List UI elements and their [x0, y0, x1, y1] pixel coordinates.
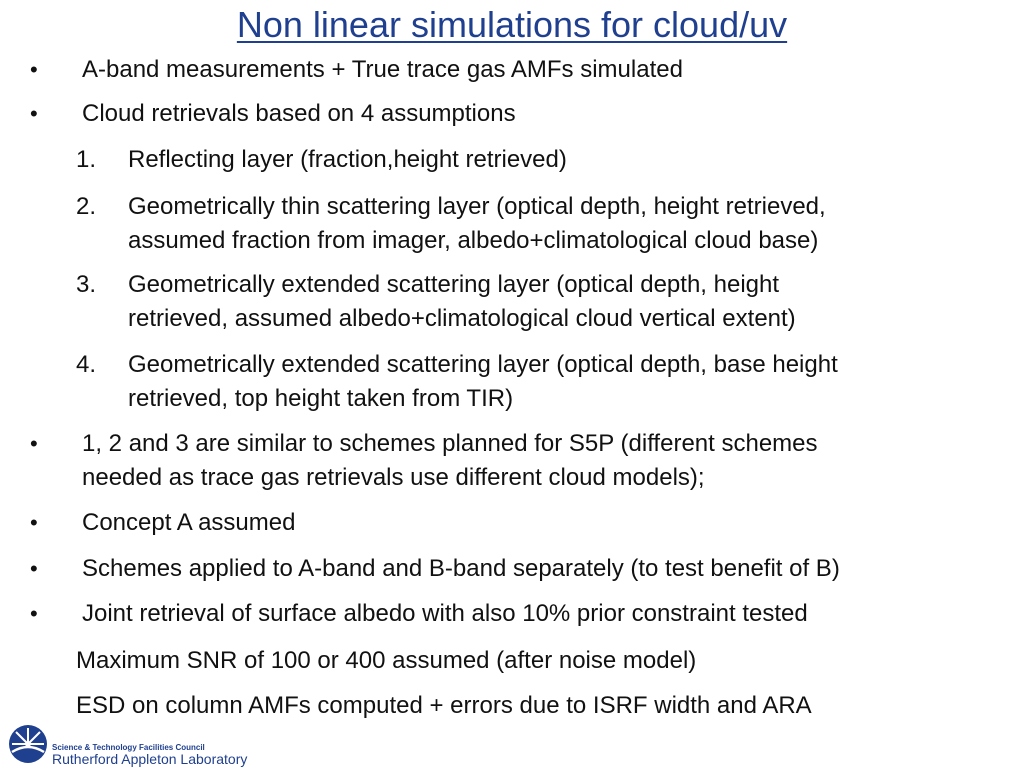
- list-item-text: Geometrically thin scattering layer (optical depth, height retrieved,: [128, 193, 826, 220]
- list-number: 2.: [76, 193, 97, 220]
- list-number: 3.: [76, 271, 97, 298]
- list-item-text: Geometrically extended scattering layer (optical depth, height: [128, 271, 780, 298]
- list-number: 1.: [76, 146, 97, 173]
- logo-lab-text: Rutherford Appleton Laboratory: [52, 751, 248, 767]
- paragraph-text: Maximum SNR of 100 or 400 assumed (after noise model): [76, 647, 697, 674]
- paragraph-text: ESD on column AMFs computed + errors due to ISRF width and ARA: [76, 692, 812, 719]
- bullet-icon: •: [30, 556, 38, 581]
- list-item-text: Geometrically extended scattering layer (optical depth, base height: [128, 351, 838, 378]
- bullet-text: A-band measurements + True trace gas AMFs simulated: [82, 56, 683, 83]
- bullet-text: Joint retrieval of surface albedo with also 10% prior constraint tested: [82, 600, 808, 627]
- list-number: 4.: [76, 351, 97, 378]
- bullet-text: Cloud retrievals based on 4 assumptions: [82, 100, 516, 127]
- list-item-text: retrieved, assumed albedo+climatological cloud vertical extent): [128, 305, 796, 332]
- bullet-text: needed as trace gas retrievals use different cloud models);: [82, 464, 705, 491]
- bullet-icon: •: [30, 57, 38, 82]
- slide-title: Non linear simulations for cloud/uv: [236, 4, 788, 45]
- bullet-icon: •: [30, 601, 38, 626]
- list-item-text: retrieved, top height taken from TIR): [128, 385, 514, 412]
- bullet-icon: •: [30, 101, 38, 126]
- logo-council-text: Science & Technology Facilities Council: [52, 743, 205, 752]
- bullet-icon: •: [30, 510, 38, 535]
- list-item-text: assumed fraction from imager, albedo+climatological cloud base): [128, 227, 819, 254]
- bullet-text: Schemes applied to A-band and B-band separately (to test benefit of B): [82, 555, 840, 582]
- list-item-text: Reflecting layer (fraction,height retrieved): [128, 146, 567, 173]
- bullet-text: Concept A assumed: [82, 509, 296, 536]
- bullet-icon: •: [30, 431, 38, 456]
- bullet-text: 1, 2 and 3 are similar to schemes planned for S5P (different schemes: [82, 430, 818, 457]
